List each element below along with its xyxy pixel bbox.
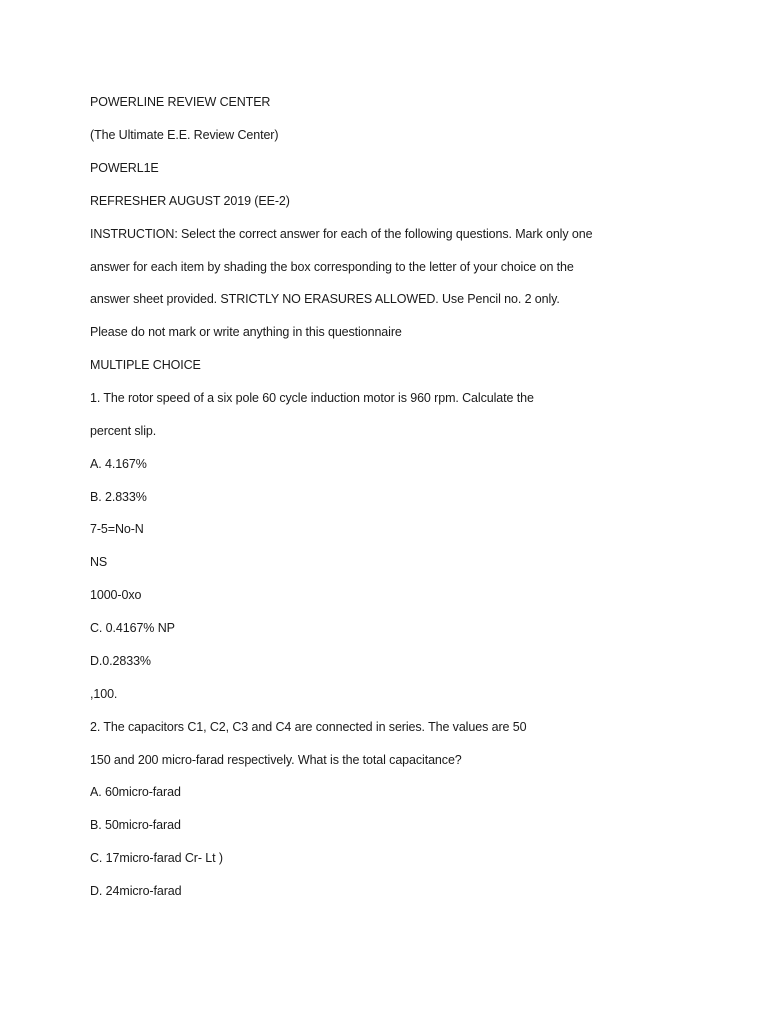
question-1-option-a: A. 4.167% xyxy=(90,457,147,471)
instruction-line-3: answer sheet provided. STRICTLY NO ERASURES ALLOWED. Use Pencil no. 2 only. xyxy=(90,292,560,306)
question-2-option-b: B. 50micro-farad xyxy=(90,818,181,832)
question-1-option-d: D.0.2833% xyxy=(90,654,151,668)
question-1-option-c: C. 0.4167% NP xyxy=(90,621,175,635)
question-1-line-1: 1. The rotor speed of a six pole 60 cycle induction motor is 960 rpm. Calculate the xyxy=(90,391,534,405)
question-1-line-2: percent slip. xyxy=(90,424,157,438)
handwritten-note-3: 1000-0xo xyxy=(90,588,142,602)
handwritten-note-1: 7-5=No-N xyxy=(90,522,144,536)
handwritten-note-2: NS xyxy=(90,555,108,569)
section-title: MULTIPLE CHOICE xyxy=(90,358,201,372)
question-2-line-1: 2. The capacitors C1, C2, C3 and C4 are connected in series. The values are 50 xyxy=(90,720,527,734)
question-2-option-d: D. 24micro-farad xyxy=(90,884,182,898)
handwritten-note-4: ,100. xyxy=(90,687,118,701)
document-title: POWERLINE REVIEW CENTER xyxy=(90,95,271,109)
document-code: POWERL1E xyxy=(90,161,159,175)
question-1-option-b: B. 2.833% xyxy=(90,490,147,504)
question-2-option-c: C. 17micro-farad Cr- Lt ) xyxy=(90,851,223,865)
exam-title: REFRESHER AUGUST 2019 (EE-2) xyxy=(90,194,290,208)
instruction-line-1: INSTRUCTION: Select the correct answer for each of the following questions. Mark only one xyxy=(90,227,593,241)
instruction-line-2: answer for each item by shading the box corresponding to the letter of your choice on the xyxy=(90,260,574,274)
instruction-line-4: Please do not mark or write anything in this questionnaire xyxy=(90,325,402,339)
question-2-option-a: A. 60micro-farad xyxy=(90,785,181,799)
document-subtitle: (The Ultimate E.E. Review Center) xyxy=(90,128,279,142)
question-2-line-2: 150 and 200 micro-farad respectively. What is the total capacitance? xyxy=(90,753,462,767)
